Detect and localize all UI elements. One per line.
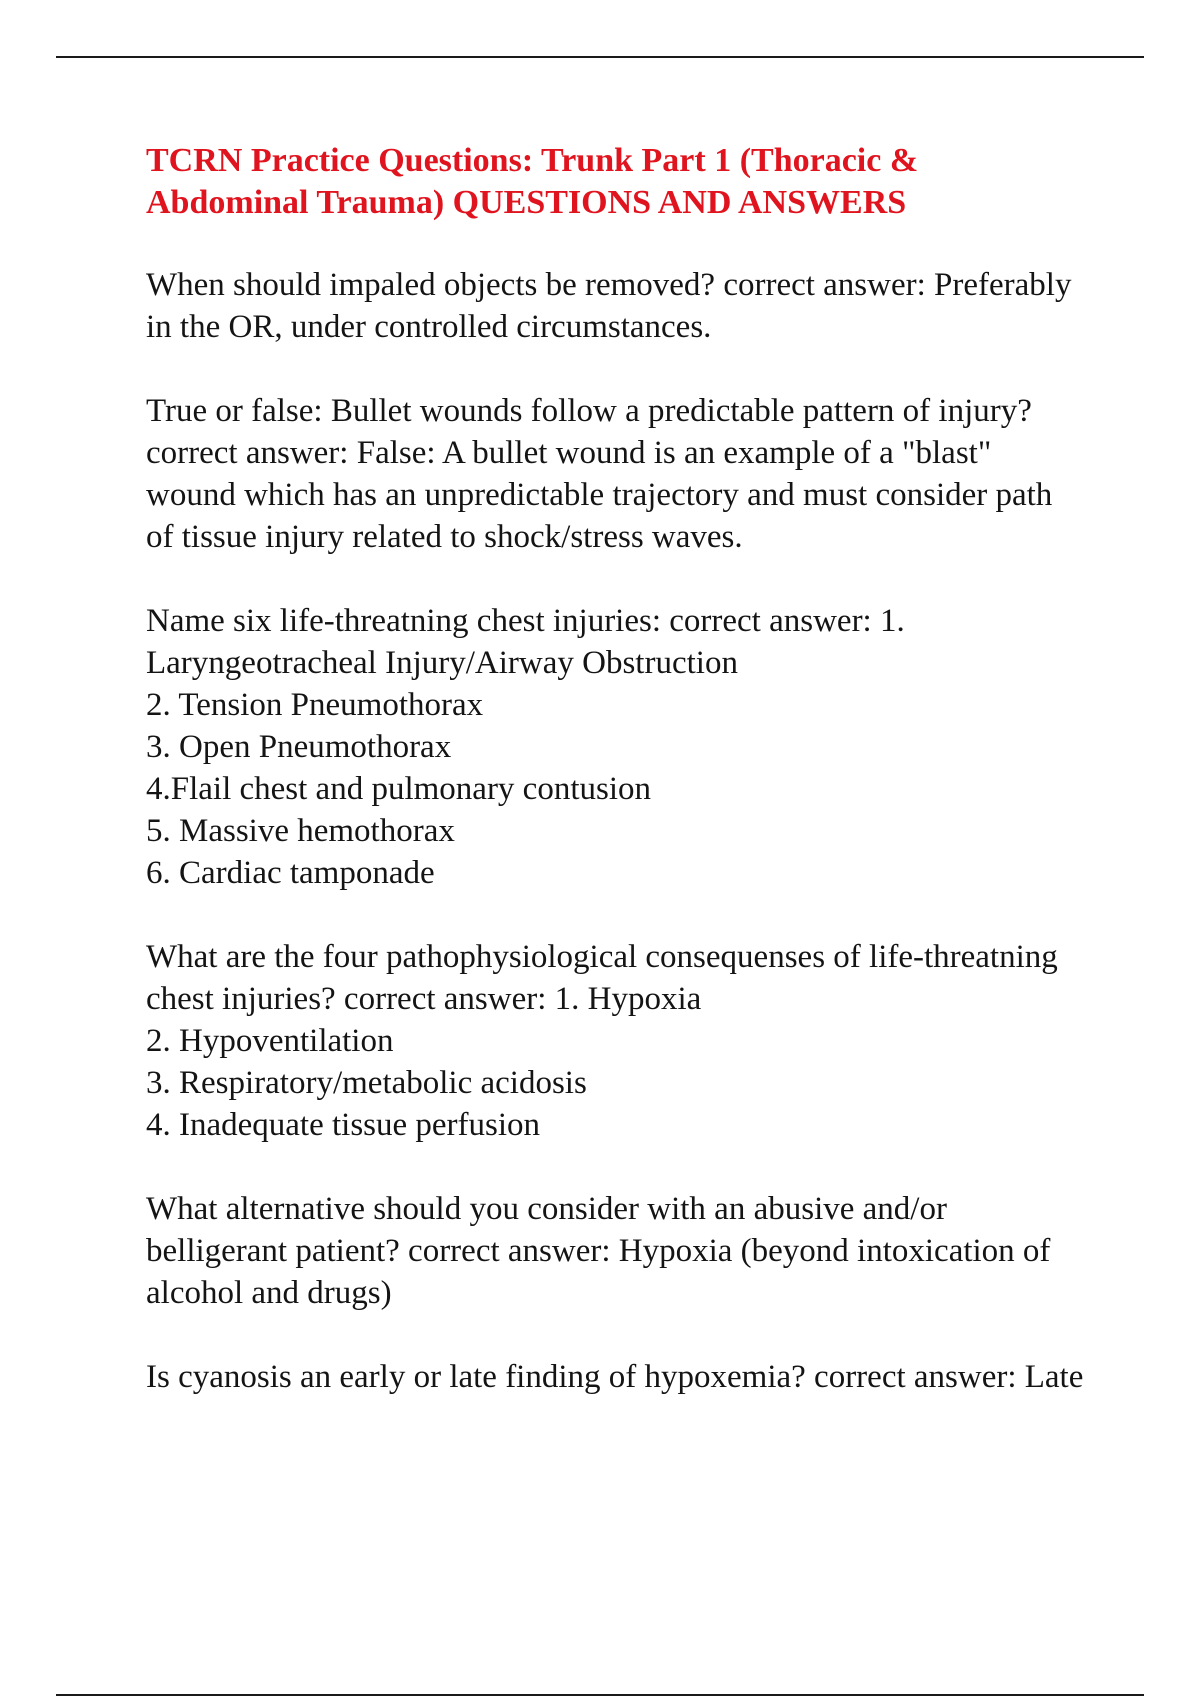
qa-entry-cyanosis: Is cyanosis an early or late finding of hypoxemia? correct answer: Late	[146, 1359, 1084, 1395]
qa-entry-pathophysiological-consequences: What are the four pathophysiological consequenses of life-threatning chest injuries? correct answer: 1. Hypoxia 2. Hypoventilation 3. Respiratory/metabolic acidosis 4. Inadequate tissue perfusion	[146, 939, 1058, 1143]
document-body	[146, 140, 1086, 1440]
bottom-divider	[56, 1694, 1144, 1696]
qa-entry-chest-injuries: Name six life-threatning chest injuries: correct answer: 1. Laryngeotracheal Injury/Airway Obstruction 2. Tension Pneumothorax 3. Open Pneumothorax 4.Flail chest and pulmonary contusion 5. Massive hemothorax 6. Cardiac tamponade	[146, 603, 905, 891]
document-title: TCRN Practice Questions: Trunk Part 1 (Thoracic & Abdominal Trauma) QUESTIONS AND ANSWERS	[146, 142, 919, 221]
qa-entry-impaled-objects: When should impaled objects be removed? correct answer: Preferably in the OR, under controlled circumstances.	[146, 267, 1072, 345]
qa-entry-belligerent-patient: What alternative should you consider with an abusive and/or belligerant patient? correct answer: Hypoxia (beyond intoxication of alcohol and drugs)	[146, 1191, 1051, 1311]
qa-entry-bullet-wounds: True or false: Bullet wounds follow a predictable pattern of injury? correct answer: False: A bullet wound is an example of a "blast" wound which has an unpredictable trajectory and must consider path of tissue injury related to shock/stress waves.	[146, 393, 1053, 555]
top-divider	[56, 56, 1144, 58]
